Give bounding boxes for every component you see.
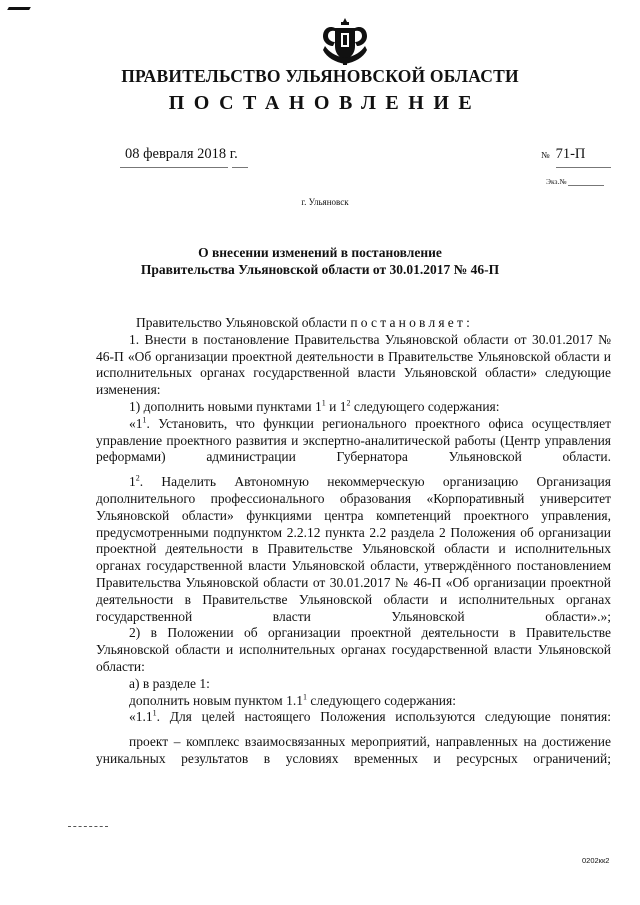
title-line-2: Правительства Ульяновской области от 30.01.2017 № 46-П <box>140 262 500 277</box>
paragraph-3 <box>96 416 611 466</box>
paragraph-5: 2) в Положении об организации проектной деятельности в Правительстве Ульяновской области и исполнительных органах государственной власти Ульяновской области: <box>96 625 611 674</box>
paragraph-4 <box>96 474 611 625</box>
number-prefix: № <box>541 150 550 160</box>
copy-label: Экз.№ <box>546 177 567 186</box>
p4-text-b: . Наделить Автономную некоммерческую организацию Организация дополнительного профессионального образования «Корпоративный университет Ульяновской области» функциями центра компетенций проектного управления, предусмотренными подпунктом 2.2.12 пункта 2.2 раздела 2 Положения об организации проектной деятельности в Правительстве Ульяновской области и исполнительных органах государственной власти Ульяновской области, утверждённого постановлением Правительства Ульяновской области от 30.01.2017 № 46-П «Об организации проектной деятельности в Правительстве Ульяновской области и исполнительных органах государственной власти Ульяновской области».»; <box>96 474 611 624</box>
copy-underline <box>568 185 604 186</box>
coat-of-arms-icon <box>319 16 371 66</box>
document-body <box>96 315 611 768</box>
copy-number-field <box>546 177 604 186</box>
date-underline-tail <box>232 167 248 168</box>
footer-code: 0202кк2 <box>582 856 610 865</box>
org-name: ПРАВИТЕЛЬСТВО УЛЬЯНОВСКОЙ ОБЛАСТИ <box>121 66 519 86</box>
title-line-1: О внесении изменений в постановление <box>198 245 442 260</box>
p7-text-a: дополнить новым пунктом 1.1 <box>129 692 303 708</box>
p2-text-c: следующего содержания: <box>350 398 500 414</box>
p2-text-b: и 1 <box>325 398 347 414</box>
p3-text-b: . Установить, что функции регионального проектного офиса осуществляет управление проектного развития и экспертно-аналитической работы (Центр управления реформами) администрации Губернатора Ульяновской области. <box>96 415 611 465</box>
p8-sup: 1 <box>152 708 157 718</box>
paragraph-gap <box>96 726 611 734</box>
number-underline <box>556 167 611 168</box>
p7-sup: 1 <box>302 692 307 702</box>
paragraph-1: 1. Внести в постановление Правительства Ульяновской области от 30.01.2017 № 46-П «Об организации проектной деятельности в Правительстве Ульяновской области и исполнительных органах государственной власти Ульяновской области» следующие изменения: <box>96 331 611 398</box>
margin-dash-mark <box>68 826 108 827</box>
date-underline <box>120 167 228 168</box>
document-title <box>0 244 640 278</box>
intro-keyword: постановляет: <box>350 315 474 330</box>
document-number <box>541 146 585 163</box>
p2-sup-1: 1 <box>321 398 326 408</box>
p4-sup: 2 <box>135 473 140 483</box>
paragraph-9: проект – комплекс взаимосвязанных мероприятий, направленных на достижение уникальных результатов в условиях временных и ресурсных ограничений; <box>96 734 611 766</box>
p7-text-b: следующего содержания: <box>306 692 456 708</box>
paragraph-7 <box>96 693 611 710</box>
paragraph-gap <box>96 466 611 474</box>
p4-text-a: 1 <box>129 474 136 490</box>
paragraph-8 <box>96 709 611 726</box>
number-value: 71-П <box>555 146 586 162</box>
p8-text-a: «1.1 <box>129 709 153 725</box>
city: г. Ульяновск <box>301 197 349 207</box>
document-date: 08 февраля 2018 г. <box>125 146 238 162</box>
p3-sup: 1 <box>142 415 147 425</box>
paragraph-2 <box>96 399 611 416</box>
intro-prefix: Правительство Ульяновской области <box>136 315 347 330</box>
p2-sup-2: 2 <box>346 398 351 408</box>
p8-text-b: . Для целей настоящего Положения используются следующие понятия: <box>156 709 611 725</box>
p2-text-a: 1) дополнить новыми пунктами 1 <box>129 398 322 414</box>
paragraph-6: а) в разделе 1: <box>129 675 210 691</box>
p3-text-a: «1 <box>129 415 143 431</box>
intro-paragraph <box>96 315 611 332</box>
corner-mark <box>7 7 31 10</box>
document-type: ПОСТАНОВЛЕНИЕ <box>168 92 482 114</box>
